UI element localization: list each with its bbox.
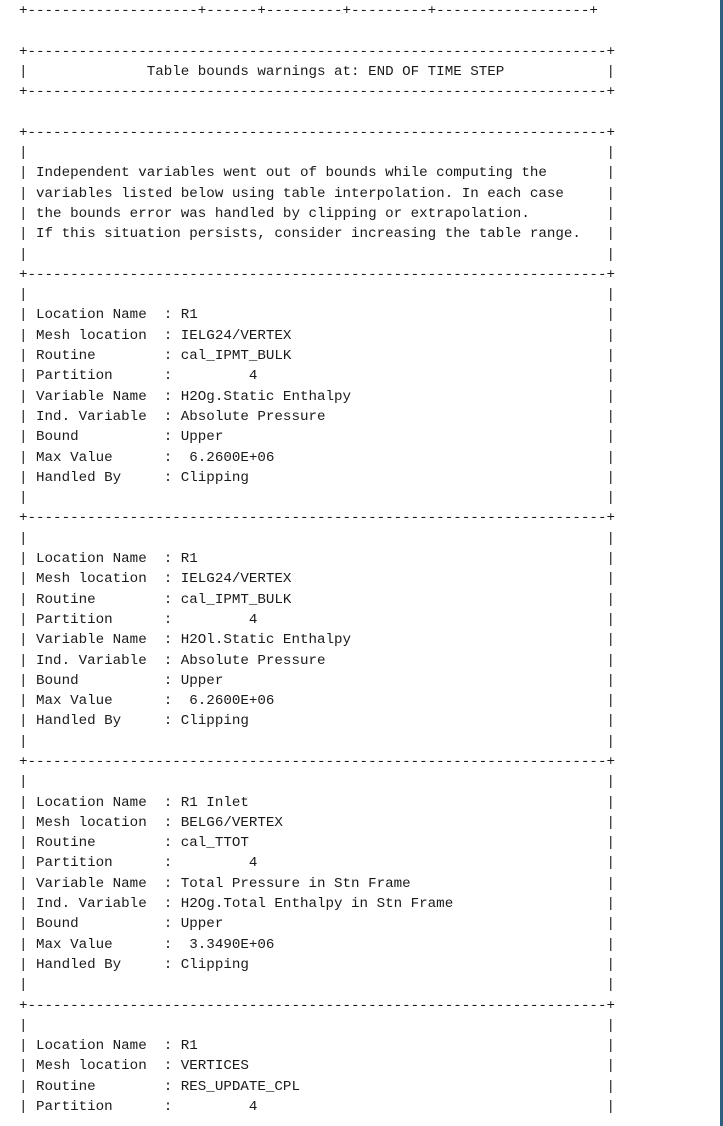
log-line: | Location Name : R1 Inlet | (19, 794, 615, 811)
log-line: | Partition : 4 | (19, 368, 615, 385)
log-line: | Location Name : R1 | (19, 1038, 615, 1055)
log-line: | Routine : cal_TTOT | (19, 835, 615, 852)
log-line (19, 102, 615, 122)
log-line: | Handled By : Clipping | (19, 713, 615, 730)
log-line: | | (19, 530, 615, 547)
log-line: +--------------------------------------------------------------------+ (19, 753, 615, 770)
log-line: | Routine : RES_UPDATE_CPL | (19, 1078, 615, 1095)
log-line: | Independent variables went out of bounds while computing the | (19, 165, 615, 182)
log-line: | | (19, 977, 615, 994)
log-line: | Mesh location : IELG24/VERTEX | (19, 571, 615, 588)
log-line: | Handled By : Clipping | (19, 469, 615, 486)
log-line: | Max Value : 6.2600E+06 | (19, 693, 615, 710)
log-line: +--------------------------------------------------------------------+ (19, 124, 615, 141)
log-line: | Location Name : R1 | (19, 551, 615, 568)
log-line: | Max Value : 6.2600E+06 | (19, 449, 615, 466)
log-line: | variables listed below using table interpolation. In each case | (19, 185, 615, 202)
log-line (19, 21, 615, 41)
log-line: | If this situation persists, consider increasing the table range. | (19, 226, 615, 243)
log-line: | Ind. Variable : Absolute Pressure | (19, 408, 615, 425)
log-line: +--------------------------------------------------------------------+ (19, 84, 615, 101)
log-line: | the bounds error was handled by clipping or extrapolation. | (19, 205, 615, 222)
log-line: +--------------------------------------------------------------------+ (19, 266, 615, 283)
log-line: | | (19, 774, 615, 791)
log-line: +--------------------------------------------------------------------+ (19, 43, 615, 60)
log-line: +--------------------------------------------------------------------+ (19, 997, 615, 1014)
log-line: | | (19, 145, 615, 162)
log-line: | Max Value : 3.3490E+06 | (19, 936, 615, 953)
log-line: | Partition : 4 | (19, 1099, 615, 1116)
log-line: | Bound : Upper | (19, 672, 615, 689)
log-line: | Table bounds warnings at: END OF TIME STEP | (19, 63, 615, 80)
log-line: +--------------------+------+---------+---------+------------------+ (19, 3, 598, 19)
log-line: | Variable Name : H2Ol.Static Enthalpy | (19, 632, 615, 649)
log-line: | Ind. Variable : H2Og.Total Enthalpy in Stn Frame | (19, 896, 615, 913)
log-line: | Bound : Upper | (19, 429, 615, 446)
log-line: | Routine : cal_IPMT_BULK | (19, 591, 615, 608)
log-line: | | (19, 287, 615, 304)
log-line: | | (19, 1017, 615, 1034)
log-line: | Variable Name : H2Og.Static Enthalpy | (19, 388, 615, 405)
log-line: | Ind. Variable : Absolute Pressure | (19, 652, 615, 669)
log-line: | Partition : 4 | (19, 611, 615, 628)
log-line: | | (19, 490, 615, 507)
log-line: | Routine : cal_IPMT_BULK | (19, 348, 615, 365)
log-line: | Variable Name : Total Pressure in Stn Frame | (19, 875, 615, 892)
log-line: | Location Name : R1 | (19, 307, 615, 324)
log-line: | Partition : 4 | (19, 855, 615, 872)
solver-output-log (19, 1, 615, 1117)
log-line: | Bound : Upper | (19, 916, 615, 933)
log-line: | Mesh location : BELG6/VERTEX | (19, 814, 615, 831)
log-line: | Mesh location : VERTICES | (19, 1058, 615, 1075)
log-line: | Handled By : Clipping | (19, 956, 615, 973)
log-line: | Mesh location : IELG24/VERTEX | (19, 327, 615, 344)
log-line: +--------------------------------------------------------------------+ (19, 510, 615, 527)
log-line: | | (19, 246, 615, 263)
log-line: | | (19, 733, 615, 750)
